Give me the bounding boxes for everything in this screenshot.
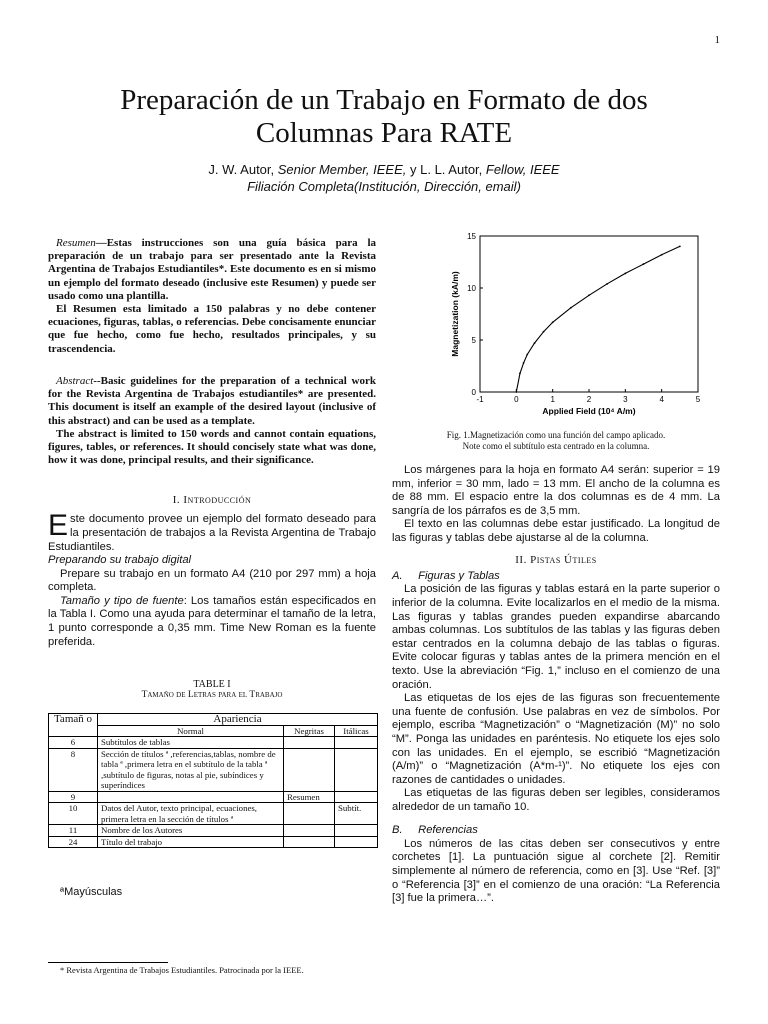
header-italica: Itálicas — [335, 725, 378, 737]
data-point — [543, 331, 545, 333]
author-1: J. W. Autor, — [208, 162, 278, 177]
section-1-p1: ste documento provee un ejemplo del formato deseado para la presentación de trabajos a la Revista Argentina de Trabajo Estudiantiles. — [48, 513, 376, 553]
x-tick-label: 2 — [586, 395, 592, 404]
cell-normal: Sección de títulos ª ,referencias,tablas, nombre de tabla ª ,primera letra en el subtítulo de la tabla ª ,subtítulo de figuras, notas al pie, subíndices y superíndices — [98, 748, 284, 791]
x-tick-label: 3 — [623, 395, 628, 404]
font-size-lead: Tamaño y tipo de fuente — [60, 594, 184, 607]
cell-normal: Datos del Autor, texto principal, ecuaciones, primera letra en la sección de títulos ª — [98, 803, 284, 825]
right-column-text — [392, 464, 720, 906]
cell-bold: Resumen — [284, 791, 335, 803]
y-axis-label: Magnetization (kA/m) — [450, 271, 460, 357]
figures-paragraph: La posición de las figuras y tablas estará en la parte superior o inferior de la columna. Evite localizarlos en el medio de la misma. Las figuras y tablas grandes pueden expandirse abarcando ambas columnas. Los subtítulos de las tablas y las figuras deben estar centrados en la columna debajo de las tablas o figuras. Evite colocar figuras y tablas antes de la primera mención en el texto. Use la abreviación “Fig. 1,” incluso en el comienzo de una oración. — [392, 583, 720, 691]
resumen-p1: —Estas instrucciones son una guía básica para la preparación de un trabajo para ser presentado ante la Revista Argentina de Trabajos Estudiantiles*. Este documento es en si mismo un ejemplo del formato deseado (inclusive este Resumen) y puede ser usado como una plantilla. — [48, 237, 376, 302]
x-tick-label: 4 — [659, 395, 664, 404]
header-apariencia: Apariencia — [98, 714, 378, 726]
table-row — [49, 737, 378, 749]
resumen-lead: Resumen — [56, 237, 96, 249]
table-row — [49, 836, 378, 848]
figure-caption — [392, 430, 720, 452]
cell-bold — [284, 737, 335, 749]
footnote: * Revista Argentina de Trabajos Estudiantiles. Patrocinada por la IEEE. — [60, 965, 304, 975]
header-size: Tamañ o — [49, 714, 98, 737]
section-1-p3: : Los tamaños están especificados en la Tabla I. Como una ayuda para determinar el tamaño de la letra, 1 punto corresponde a 0,35 mm. Time New Roman es la fuente preferida. — [48, 594, 376, 648]
data-point — [661, 254, 663, 256]
author-and: y L. L. Autor, — [406, 162, 486, 177]
legibility-paragraph: Las etiquetas de las figuras deben ser legibles, consideramos alrededor de un tamaño 10. — [392, 787, 720, 813]
paper-title: Preparación de un Trabajo en Formato de dos Columnas Para RATE — [120, 84, 648, 149]
cell-size: 11 — [49, 825, 98, 837]
affiliation: Filiación Completa(Institución, Dirección, email) — [247, 179, 521, 194]
y-tick-label: 15 — [467, 232, 476, 241]
table-title: TABLE I — [193, 679, 231, 690]
data-point — [515, 391, 517, 393]
data-point — [526, 354, 528, 356]
section-1-p2: Prepare su trabajo en un formato A4 (210 por 297 mm) a hoja completa. — [48, 567, 376, 594]
margins-paragraph: Los márgenes para la hoja en formato A4 serán: superior = 19 mm, inferior = 30 mm, lado = 13 mm. El ancho de la columna es de 88 mm. El espacio entre la dos columnas es de 4 mm. La sangría de los párrafos es de 3,5 mm. — [392, 464, 720, 517]
cell-ital: Subtít. — [335, 803, 378, 825]
author-line — [60, 162, 708, 177]
cell-ital — [335, 737, 378, 749]
table-row — [49, 825, 378, 837]
abstract-lead: Abstract — [56, 375, 94, 387]
subsection-figuras: A. Figuras y Tablas — [392, 569, 500, 582]
data-point — [643, 263, 645, 265]
font-size-table — [48, 713, 378, 848]
y-tick-label: 5 — [471, 336, 476, 345]
data-point — [552, 321, 554, 323]
cell-normal: Título del trabajo — [98, 836, 284, 848]
table-row — [49, 748, 378, 791]
subsection-referencias: B. Referencias — [392, 824, 478, 837]
header-normal: Normal — [98, 725, 284, 737]
cell-normal — [98, 791, 284, 803]
cell-ital — [335, 748, 378, 791]
data-point — [570, 307, 572, 309]
author-2-role: Fellow, IEEE — [485, 162, 560, 177]
data-point — [519, 372, 521, 374]
page-number: 1 — [714, 34, 720, 46]
data-point — [588, 294, 590, 296]
data-point — [606, 283, 608, 285]
table-note: ªMayúsculas — [60, 886, 123, 898]
references-paragraph: Los números de las citas deben ser consecutivos y entre corchetes [1]. La puntuación sigue al corchete [2]. Remitir simplemente al número de referencia, como en [3]. Use “Ref. [3]” o “Referencia [3]” en el comienzo de una oración: “La Referencia [3] fue la primera…”. — [392, 837, 720, 905]
plot-frame — [480, 236, 698, 392]
magnetization-chart — [440, 228, 710, 418]
cell-bold — [284, 825, 335, 837]
x-tick-label: 5 — [695, 395, 701, 404]
resumen-p2: El Resumen esta limitado a 150 palabras y no debe contener ecuaciones, figuras, tablas, o referencias. Debe concisamente enunciar que fue hecho, como fue hecho, resultados principales, y su trascendencia. — [48, 303, 376, 355]
abstract-p2: The abstract is limited to 150 words and cannot contain equations, figures, tables, or references. It should concisely state what was done, how it was done, principal results, and their significance. — [48, 427, 376, 467]
section-2-heading: II. Pistas Útiles — [515, 553, 597, 566]
section-1-heading: I. Introducción — [172, 494, 252, 506]
table-row — [49, 803, 378, 825]
x-tick-label: 1 — [550, 395, 555, 404]
cell-bold — [284, 836, 335, 848]
series-line — [516, 246, 680, 392]
table-header — [48, 679, 376, 700]
dropcap: E — [48, 509, 69, 543]
header-negrita: Negritas — [284, 725, 335, 737]
abstract-p1: --Basic guidelines for the preparation of a technical work for the Revista Argentina de Trabajos estudiantiles* are presented. This document is itself an example of the desired layout (inclusive of this abstract) and can be used as a template. — [48, 375, 376, 427]
footnote-rule — [48, 962, 168, 963]
cell-normal: Subtítulos de tablas — [98, 737, 284, 749]
data-point — [534, 342, 536, 344]
subsection-digital: Preparando su trabajo digital — [48, 554, 192, 567]
resumen-block — [48, 237, 376, 356]
abstract-block — [48, 375, 376, 467]
cell-size: 8 — [49, 748, 98, 791]
y-tick-label: 0 — [471, 388, 476, 397]
x-tick-label: -1 — [476, 395, 484, 404]
data-point — [523, 362, 525, 364]
cell-normal: Nombre de los Autores — [98, 825, 284, 837]
cell-size: 10 — [49, 803, 98, 825]
labels-paragraph: Las etiquetas de los ejes de las figuras son frecuentemente una fuente de confusión. Use palabras en vez de símbolos. Por ejemplo, escriba “Magnetización” o “Magnetización (M)” no solo “M”. Ponga las unidades en paréntesis. No etiquete los ejes solo con las unidades. En el ejemplo, se escribió “Magnetización (A/m)” o “Magnetización (A*m-¹)”. No etiquete los ejes con razones de cantidades o unidades. — [392, 692, 720, 786]
table-row — [49, 791, 378, 803]
section-1 — [48, 494, 376, 649]
author-1-role: Senior Member, IEEE, — [277, 162, 407, 177]
y-tick-label: 10 — [467, 284, 476, 293]
figure-caption-line1: Fig. 1.Magnetización como una función del campo aplicado. — [446, 430, 666, 440]
cell-bold — [284, 748, 335, 791]
cell-size: 24 — [49, 836, 98, 848]
cell-ital — [335, 836, 378, 848]
cell-ital — [335, 791, 378, 803]
data-point — [624, 273, 626, 275]
x-tick-label: 0 — [514, 395, 519, 404]
cell-bold — [284, 803, 335, 825]
figure-caption-line2: Note como el subtítulo esta centrado en la columna. — [462, 441, 650, 451]
cell-size: 9 — [49, 791, 98, 803]
cell-size: 6 — [49, 737, 98, 749]
data-point — [679, 246, 681, 248]
justify-paragraph: El texto en las columnas debe estar justificado. La longitud de las figuras y tablas debe ajustarse al de la columna. — [392, 518, 720, 544]
table-subtitle: Tamaño de Letras para el Trabajo — [141, 690, 283, 700]
x-axis-label: Applied Field (10⁴ A/m) — [542, 406, 636, 416]
cell-ital — [335, 825, 378, 837]
